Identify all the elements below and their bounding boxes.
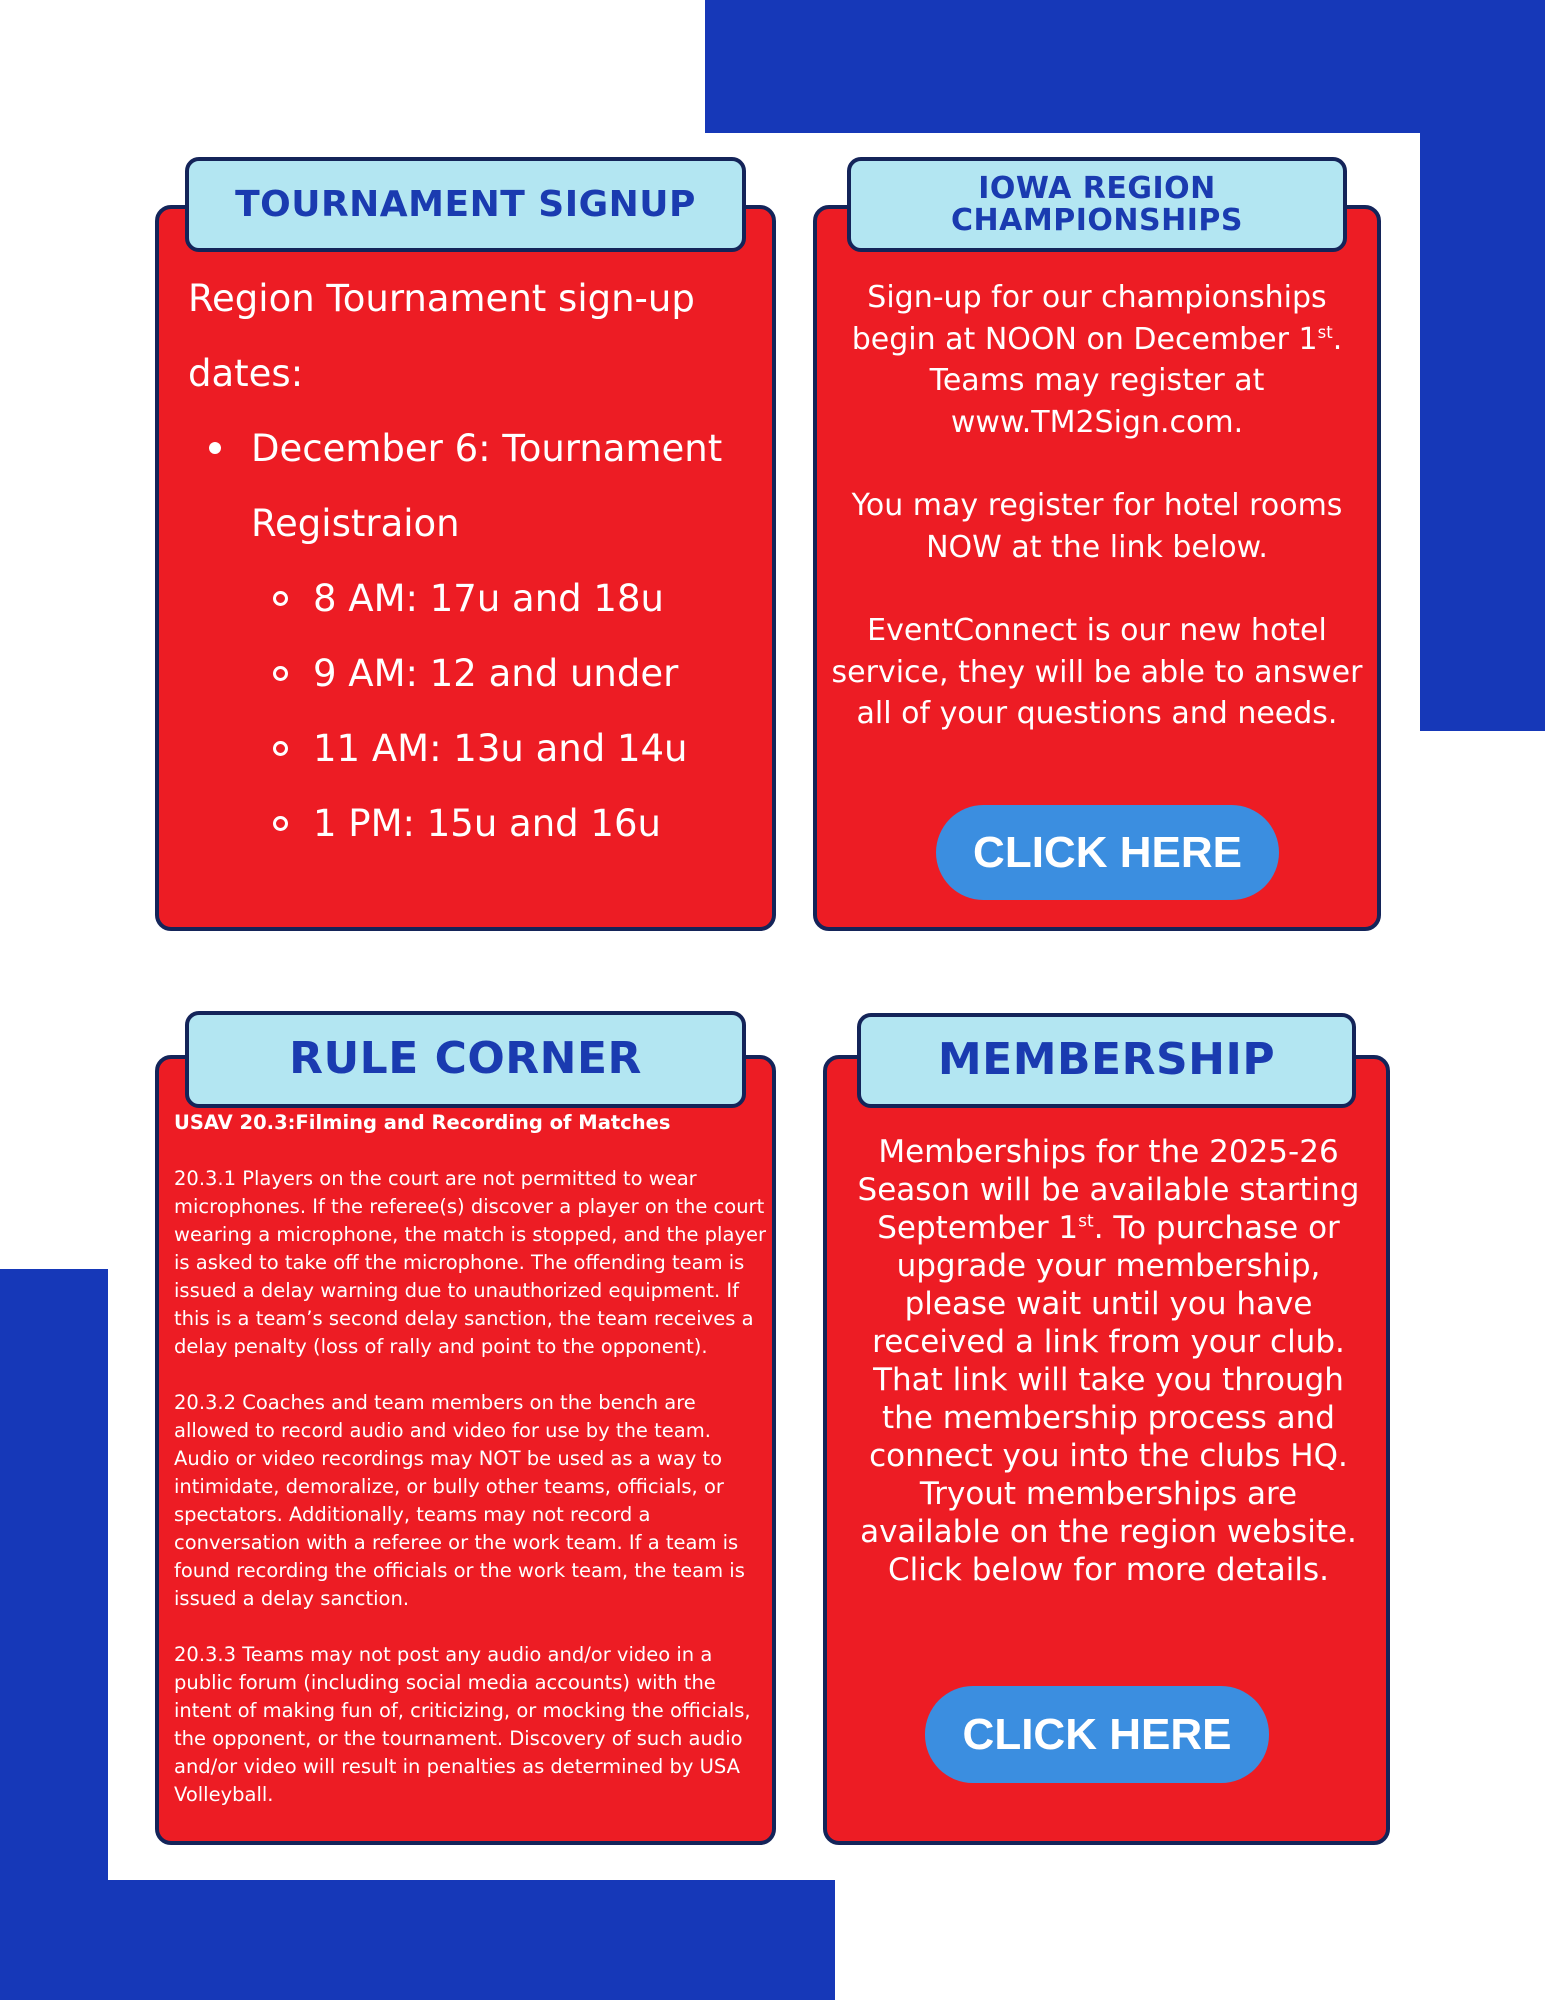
championships-title — [847, 157, 1347, 252]
time-list — [188, 561, 748, 861]
intro-line-1: Region Tournament sign-up — [188, 277, 695, 320]
decor-block-bottom — [0, 1880, 835, 2000]
rule-corner-body — [174, 1109, 768, 1837]
rule-20-3-2: 20.3.2 Coaches and team members on the bench are allowed to record audio and video for use by the team. Audio or video recordings may NOT be used as a way to intimidate, demoralize, or bully other teams, officials, or spectators. Additionally, teams may not record a conversation with a referee or the work team. If a team is found recording the officials or the work team, the team is issued a delay sanction. — [174, 1391, 745, 1610]
membership-title: MEMBERSHIP — [857, 1013, 1356, 1108]
championships-para-3: EventConnect is our new hotel service, they will be able to answer all of your questions and needs. — [831, 613, 1363, 731]
decor-block-left — [0, 1269, 108, 1881]
bullet-icon — [209, 442, 221, 454]
decor-block-right — [1420, 0, 1545, 731]
circle-bullet-icon — [273, 816, 288, 831]
championships-para-2: You may register for hotel rooms NOW at the link below. — [851, 488, 1343, 565]
date-line-1: December 6: Tournament — [251, 427, 723, 470]
championships-para-1: Sign-up for our championships begin at NOON on December 1st. Teams may register at www.TM2Sign.com. — [851, 280, 1343, 440]
time-item: 11 AM: 13u and 14u — [313, 711, 748, 786]
tournament-signup-title: TOURNAMENT SIGNUP — [185, 157, 746, 252]
rule-heading: USAV 20.3:Filming and Recording of Matches — [174, 1111, 671, 1134]
tournament-signup-body — [188, 261, 748, 861]
rule-20-3-1: 20.3.1 Players on the court are not permitted to wear microphones. If the referee(s) discover a player on the court wearing a microphone, the match is stopped, and the player is asked to take off the microphone. The offending team is issued a delay warning due to unauthorized equipment. If this is a team’s second delay sanction, the team receives a delay penalty (loss of rally and point to the opponent). — [174, 1167, 766, 1358]
championships-click-here-button[interactable]: CLICK HERE — [936, 805, 1279, 900]
championships-title-line-1: IOWA REGION — [978, 171, 1216, 206]
rule-20-3-3: 20.3.3 Teams may not post any audio and/or video in a public forum (including social media accounts) with the intent of making fun of, criticizing, or mocking the officials, the opponent, or the tournament. Discovery of such audio and/or video will result in penalties as determined by USA Volleyball. — [174, 1643, 751, 1806]
membership-body: Memberships for the 2025-26 Season will be available starting September 1st. To purchase or upgrade your membership, please wait until you have received a link from your club. That link will take you through the membership process and connect you into the clubs HQ. Tryout memberships are available on the region website. Click below for more details. — [857, 1134, 1360, 1588]
decor-block-top — [705, 0, 1545, 133]
championships-title-line-2: CHAMPIONSHIPS — [951, 202, 1243, 238]
circle-bullet-icon — [273, 741, 288, 756]
circle-bullet-icon — [273, 591, 288, 606]
time-item: 1 PM: 15u and 16u — [313, 786, 748, 861]
tournament-signup-panel — [155, 205, 776, 931]
circle-bullet-icon — [273, 666, 288, 681]
rule-corner-panel — [155, 1055, 776, 1845]
rule-corner-title: RULE CORNER — [185, 1011, 746, 1108]
membership-click-here-button[interactable]: CLICK HERE — [925, 1686, 1269, 1783]
time-item: 9 AM: 12 and under — [313, 636, 748, 711]
date-list-item — [188, 411, 748, 561]
championships-body — [827, 277, 1367, 777]
time-item: 8 AM: 17u and 18u — [313, 561, 748, 636]
date-line-2: Registraion — [251, 502, 460, 545]
intro-line-2: dates: — [188, 352, 304, 395]
